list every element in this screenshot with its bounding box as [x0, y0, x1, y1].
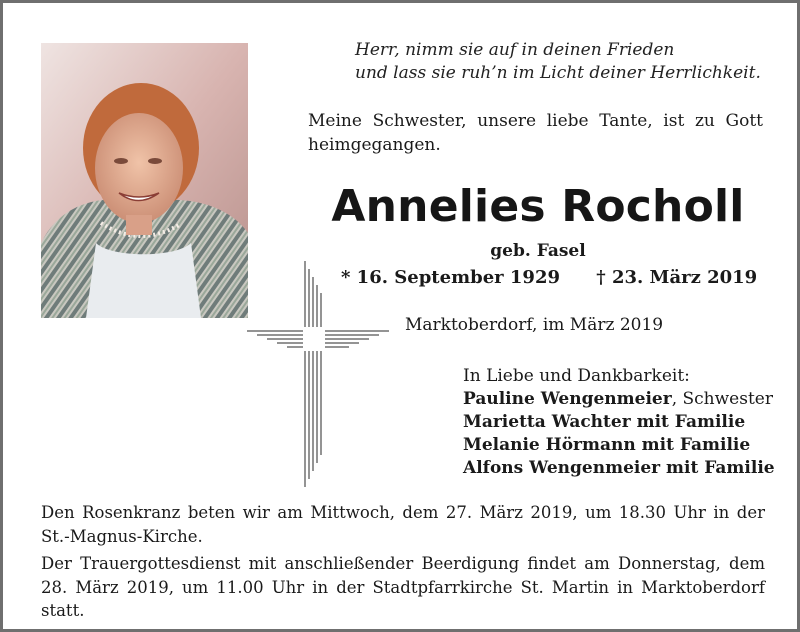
mourners [463, 365, 783, 480]
mourner-name: Alfons Wengenmeier mit Familie [463, 458, 775, 478]
cross-icon [247, 261, 389, 487]
mourner-name: Pauline Wengenmeier [463, 389, 672, 409]
birth-date: * 16. September 1929 [341, 267, 560, 288]
mourner-item [463, 411, 783, 434]
birth-name: geb. Fasel [490, 241, 586, 261]
mourner-item [463, 434, 783, 457]
funeral-info: Der Trauergottesdienst mit anschließender Beerdigung findet am Donnerstag, dem 28. März 2019, um 11.00 Uhr in der Stadtpfarrkirche St. Martin in Marktoberdorf statt. [41, 554, 765, 620]
life-dates [341, 267, 781, 288]
mourner-item [463, 388, 783, 411]
mourners-heading: In Liebe und Dankbarkeit: [463, 366, 690, 386]
verse [355, 39, 775, 85]
intro-text: Meine Schwester, unsere liebe Tante, ist zu Gott heimgegangen. [308, 111, 763, 155]
deceased-name: Annelies Rocholl [331, 181, 745, 232]
mourner-relation: , Schwester [671, 389, 773, 409]
place-and-date: Marktoberdorf, im März 2019 [405, 315, 664, 335]
rosary-info: Den Rosenkranz beten wir am Mittwoch, dem 27. März 2019, um 18.30 Uhr in der St.-Magnus-Kirche. [41, 503, 765, 546]
verse-line-1: Herr, nimm sie auf in deinen Frieden [355, 40, 675, 60]
death-date: † 23. März 2019 [596, 267, 758, 288]
mourner-name: Marietta Wachter mit Familie [463, 412, 746, 432]
verse-line-2: und lass sie ruh’n im Licht deiner Herrlichkeit. [355, 63, 761, 83]
mourner-name: Melanie Hörmann mit Familie [463, 435, 751, 455]
portrait-photo [41, 43, 248, 318]
service-details [41, 501, 765, 627]
mourner-item [463, 457, 783, 480]
